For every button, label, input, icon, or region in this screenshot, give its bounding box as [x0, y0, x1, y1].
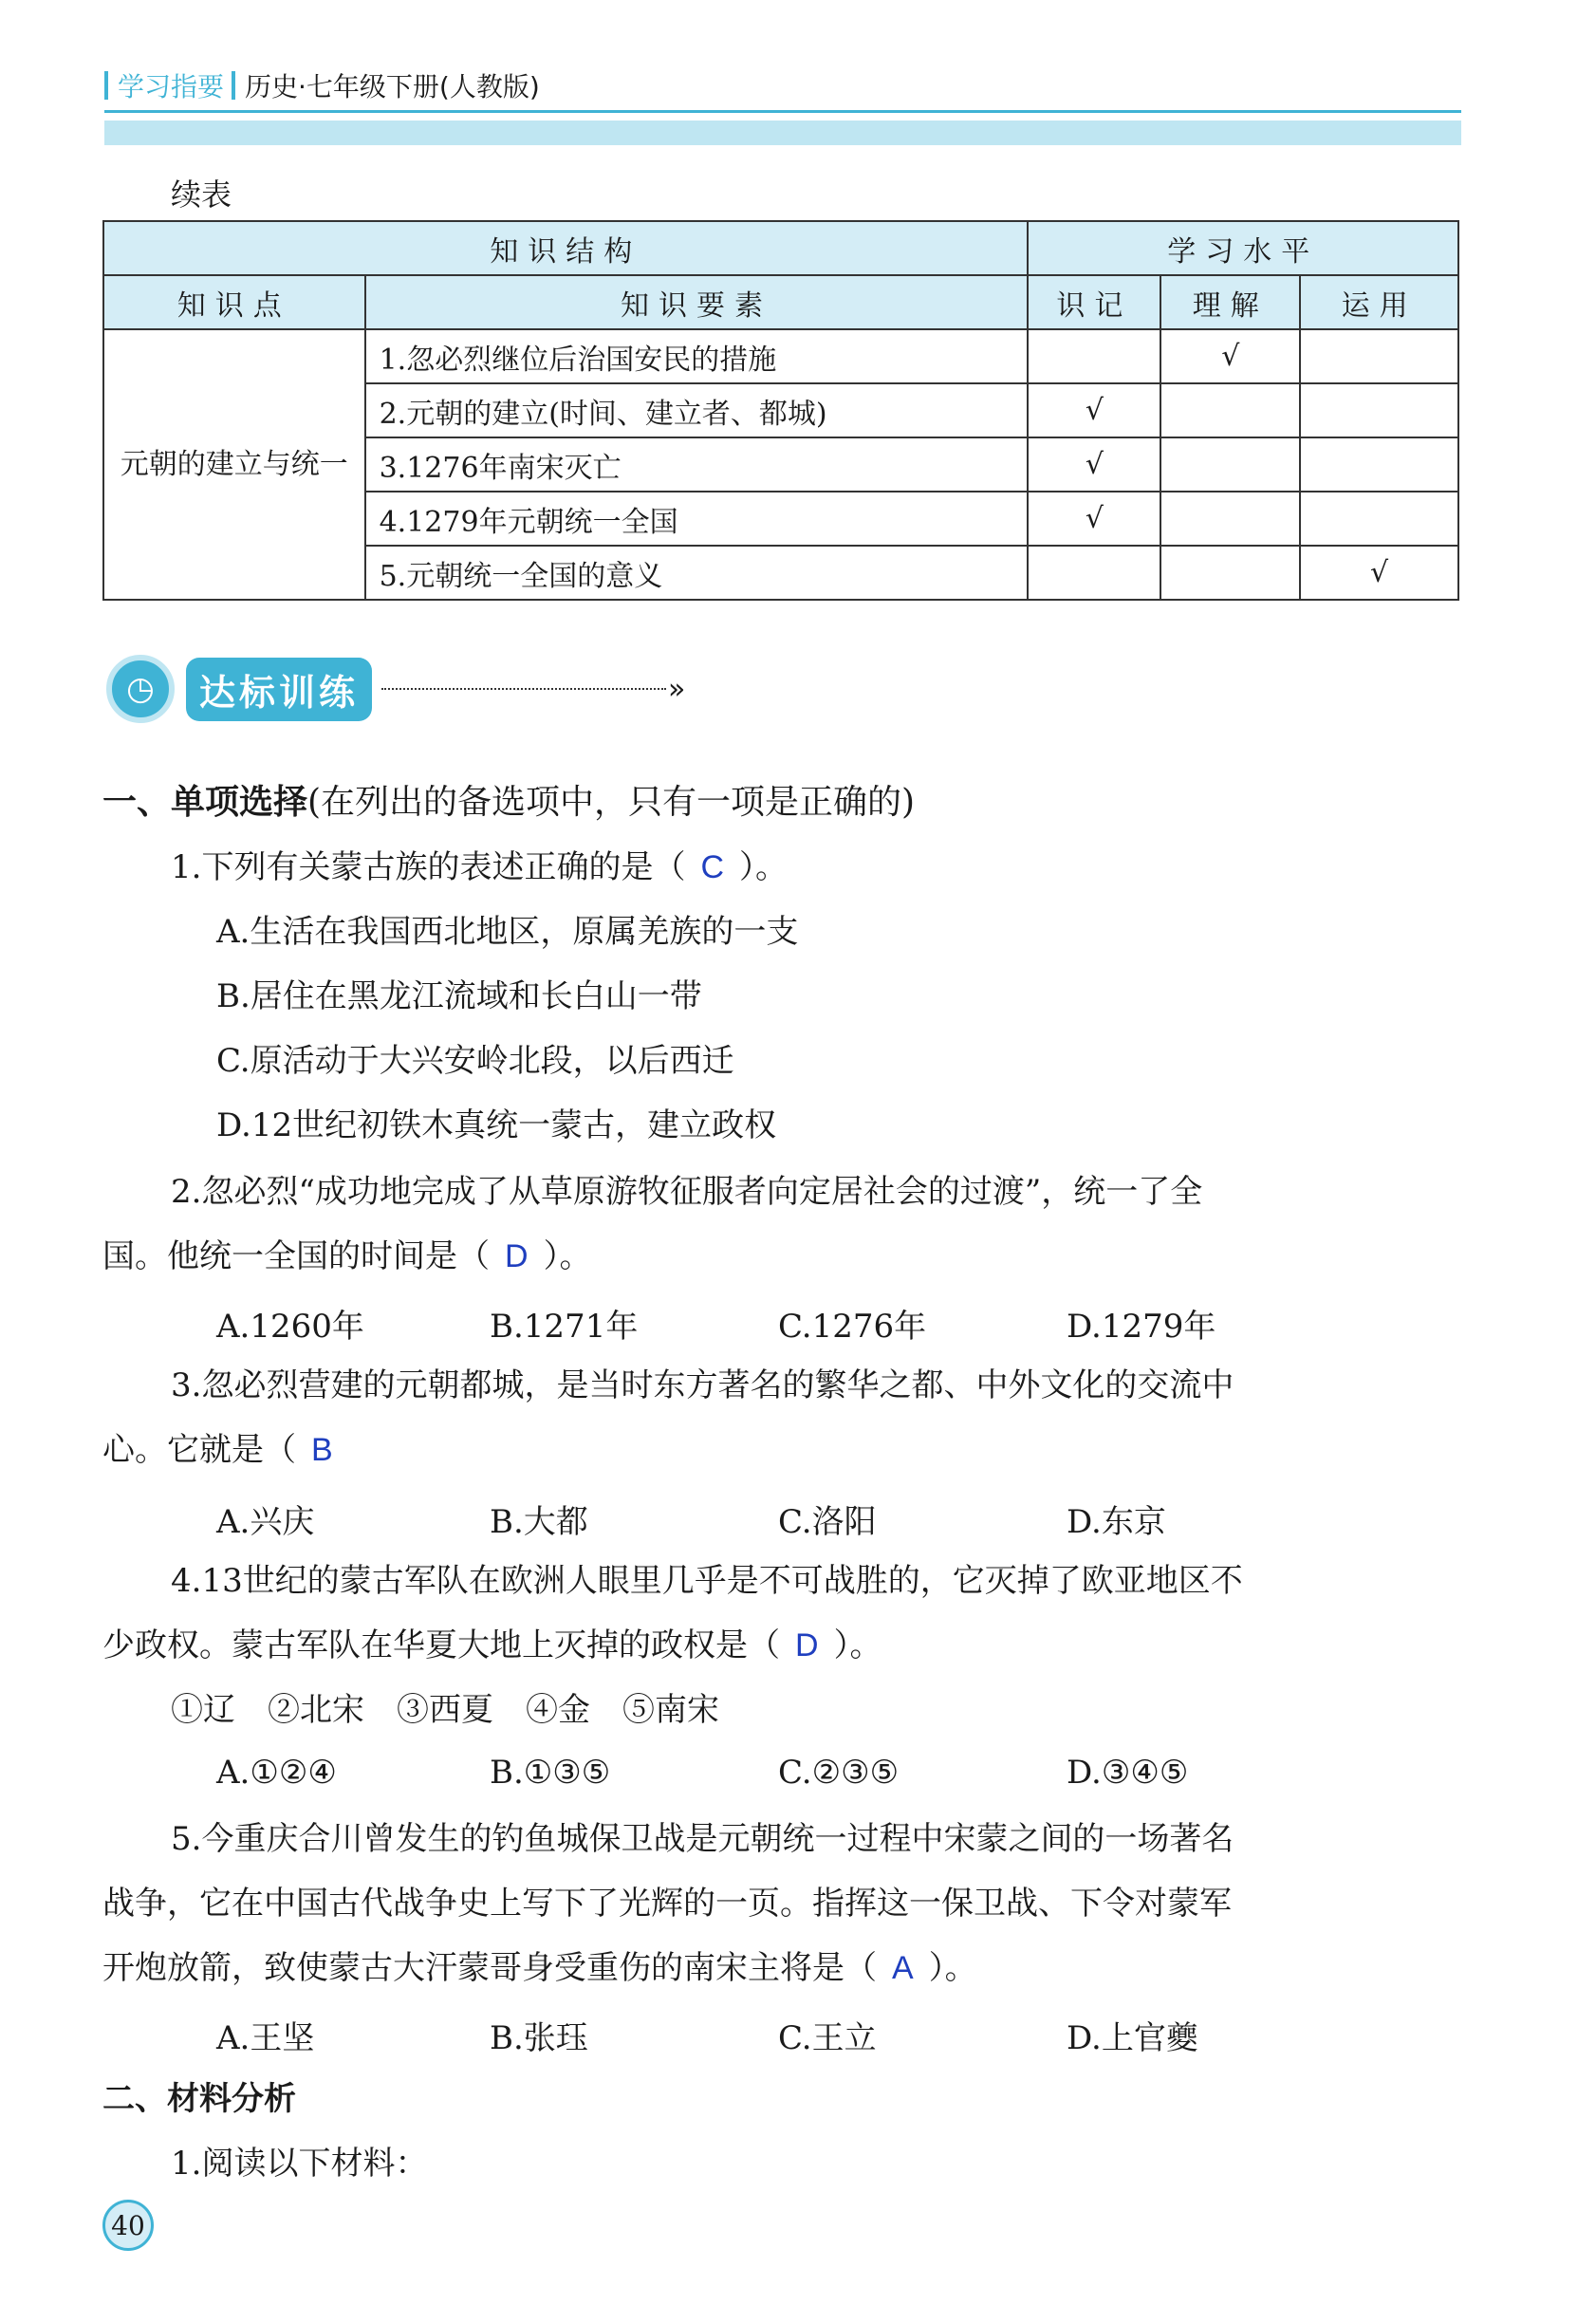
check-cell: [1160, 383, 1300, 437]
check-cell: [1300, 329, 1458, 383]
option: B.①③⑤: [490, 1754, 611, 1792]
question-4-line-2: 少政权。蒙古军队在华夏大地上灭掉的政权是（ D ）。: [102, 1626, 882, 1664]
answer: A: [892, 1950, 914, 1986]
check-cell: √: [1028, 437, 1160, 492]
option: D.上官夔: [1067, 2019, 1198, 2057]
check-cell: [1300, 383, 1458, 437]
col-apply: 运用: [1300, 275, 1458, 329]
question-5-line-1: 5.今重庆合川曾发生的钓鱼城保卫战是元朝统一过程中宋蒙之间的一场著名: [171, 1820, 1234, 1858]
check-cell: √: [1160, 329, 1300, 383]
col-remember: 识记: [1028, 275, 1160, 329]
section-banner: [106, 655, 685, 723]
check-cell: [1160, 546, 1300, 600]
question-3-line-2: 心。它就是（ B: [102, 1431, 333, 1469]
option: A.①②④: [216, 1754, 337, 1792]
header-rule: [104, 110, 1461, 113]
option: A.兴庆: [216, 1503, 315, 1541]
option: D.1279年: [1067, 1308, 1216, 1346]
element-cell: 1.忽必烈继位后治国安民的措施: [365, 329, 1029, 383]
header-band: [104, 121, 1461, 145]
arrow-icon: »: [668, 672, 686, 706]
check-cell: [1160, 492, 1300, 546]
option: C.原活动于大兴安岭北段，以后西迁: [216, 1042, 734, 1080]
question-2-line-1: 2.忽必烈“成功地完成了从草原游牧征服者向定居社会的过渡”，统一了全: [171, 1173, 1203, 1211]
option: A.王坚: [216, 2019, 315, 2057]
check-cell: [1300, 492, 1458, 546]
clock-icon: ◷: [106, 655, 175, 723]
option: C.王立: [778, 2019, 877, 2057]
option: B.1271年: [490, 1308, 639, 1346]
dotted-leader: [381, 688, 666, 690]
option: C.②③⑤: [778, 1754, 900, 1792]
section-2-question-1: 1.阅读以下材料：: [171, 2145, 428, 2183]
option: A.生活在我国西北地区，原属羌族的一支: [216, 913, 799, 951]
answer: B: [311, 1432, 333, 1468]
banner-title: 达标训练: [186, 658, 372, 721]
option: B.张珏: [490, 2019, 588, 2057]
question-5-line-3: 开炮放箭，致使蒙古大汗蒙哥身受重伤的南宋主将是（ A ）。: [102, 1949, 977, 1987]
header-series: 学习指要: [118, 71, 225, 102]
header-subject: 历史·七年级下册(人教版): [245, 71, 540, 102]
question-4-items: ①辽 ②北宋 ③西夏 ④金 ⑤南宋: [171, 1691, 719, 1729]
option: A.1260年: [216, 1308, 364, 1346]
option: C.1276年: [778, 1308, 927, 1346]
option: C.洛阳: [778, 1503, 877, 1541]
question-1: 1.下列有关蒙古族的表述正确的是（ C ）。: [171, 848, 789, 886]
check-cell: [1028, 546, 1160, 600]
element-cell: 2.元朝的建立(时间、建立者、都城): [365, 383, 1029, 437]
element-cell: 4.1279年元朝统一全国: [365, 492, 1029, 546]
option: D.③④⑤: [1067, 1754, 1189, 1792]
option: D.12世纪初铁木真统一蒙古，建立政权: [216, 1106, 777, 1144]
header-bar: [232, 71, 235, 100]
knowledge-point: 元朝的建立与统一: [103, 329, 365, 600]
option: B.大都: [490, 1503, 588, 1541]
col-element: 知识要素: [365, 275, 1029, 329]
answer: D: [505, 1238, 529, 1274]
col-point: 知识点: [103, 275, 365, 329]
answer: C: [700, 849, 725, 885]
question-2-line-2: 国。他统一全国的时间是（ D ）。: [102, 1237, 592, 1275]
question-5-line-2: 战争，它在中国古代战争史上写下了光辉的一页。指挥这一保卫战、下令对蒙军: [102, 1885, 1232, 1923]
continued-label: 续表: [171, 177, 232, 213]
answer: D: [795, 1627, 819, 1663]
check-cell: √: [1300, 546, 1458, 600]
element-cell: 3.1276年南宋灭亡: [365, 437, 1029, 492]
element-cell: 5.元朝统一全国的意义: [365, 546, 1029, 600]
option: B.居住在黑龙江流域和长白山一带: [216, 977, 702, 1015]
header-bar: [104, 71, 108, 100]
check-cell: √: [1028, 492, 1160, 546]
section-1-heading: 一、单项选择(在列出的备选项中，只有一项是正确的): [102, 783, 916, 822]
section-2-heading: 二、材料分析: [102, 2080, 296, 2118]
page-number: 40: [102, 2200, 154, 2251]
question-4-line-1: 4.13世纪的蒙古军队在欧洲人眼里几乎是不可战胜的，它灭掉了欧亚地区不: [171, 1562, 1243, 1600]
question-3-line-1: 3.忽必烈营建的元朝都城，是当时东方著名的繁华之都、中外文化的交流中: [171, 1366, 1234, 1404]
check-cell: [1160, 437, 1300, 492]
check-cell: [1300, 437, 1458, 492]
page-header: [104, 66, 1461, 145]
option: D.东京: [1067, 1503, 1166, 1541]
table-row: [103, 329, 1458, 383]
check-cell: √: [1028, 383, 1160, 437]
check-cell: [1028, 329, 1160, 383]
col-understand: 理解: [1160, 275, 1300, 329]
knowledge-table: [102, 220, 1459, 601]
table-group-level: 学习水平: [1028, 221, 1458, 275]
table-group-structure: 知识结构: [103, 221, 1028, 275]
